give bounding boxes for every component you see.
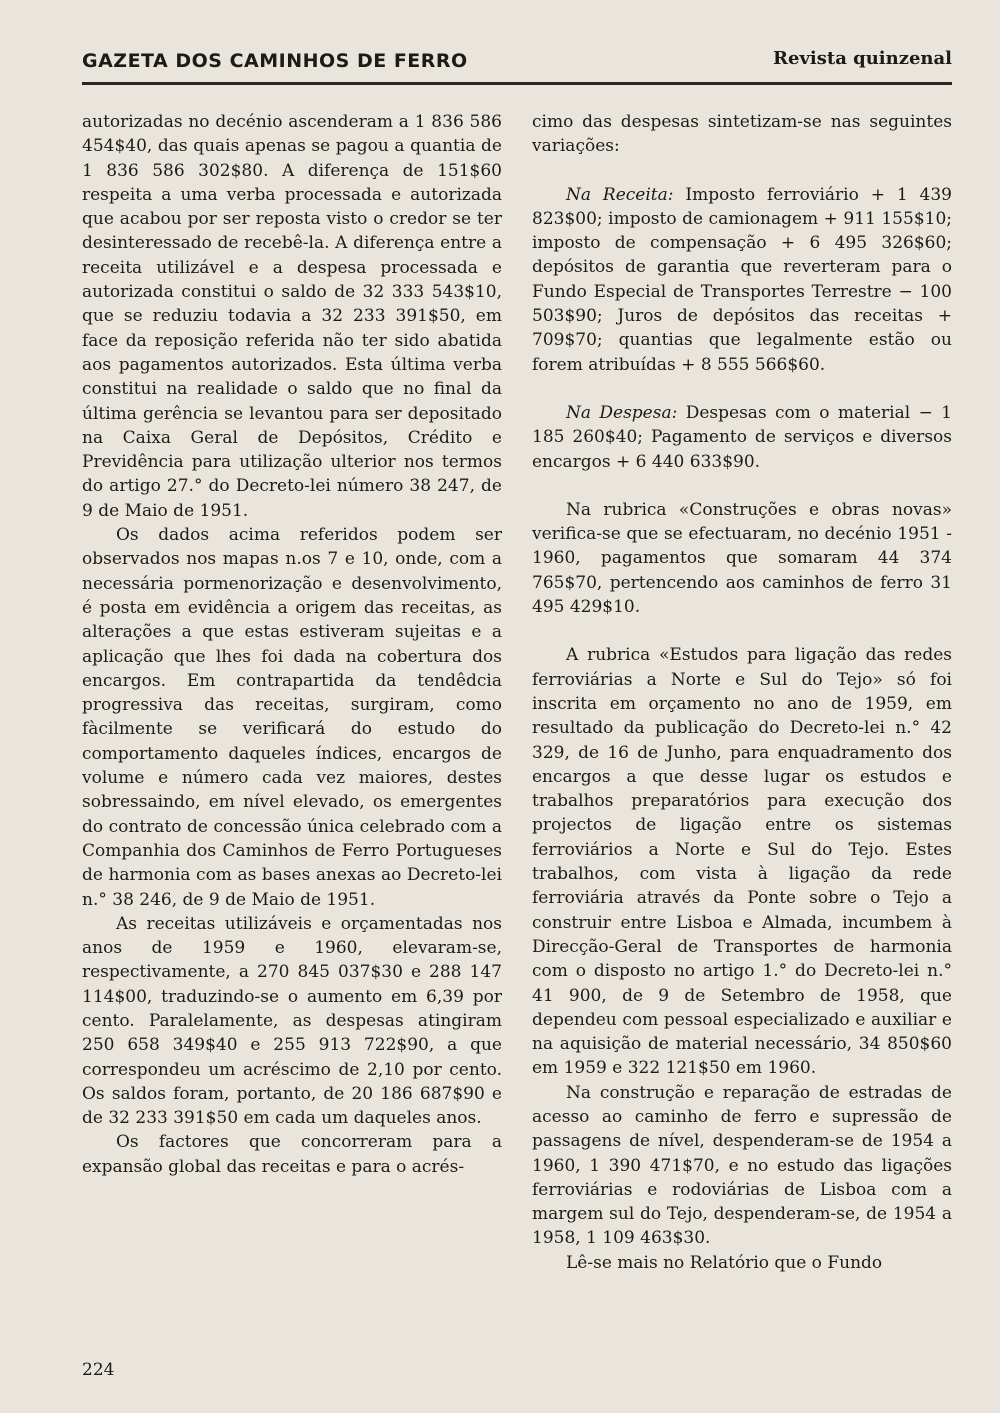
lead-receita: Na Receita: <box>566 184 674 205</box>
despesa-body: Despesas com o material − 1 185 260$40; Pagamento de serviços e diversos encargos + 6 440 633$90. <box>532 402 953 472</box>
journal-subtitle: Revista quinzenal <box>773 48 952 69</box>
paragraph-despesa <box>532 401 952 474</box>
paragraph: Na construção e reparação de estradas de acesso ao caminho de ferro e supressão de passagens de nível, despenderam-se de 1954 a 1960, 1 390 471$70, e no estudo das ligações ferroviárias e rodoviárias de Lisboa com a margem sul do Tejo, despenderam-se, de 1954 a 1958, 1 109 463$30. <box>532 1082 952 1249</box>
paragraph: Os factores que concorreram para a expansão global das receitas e para o acrés- <box>82 1132 502 1177</box>
left-column <box>82 110 502 1179</box>
paragraph: Lê-se mais no Relatório que o Fundo <box>566 1252 883 1273</box>
right-column <box>532 110 952 1275</box>
paragraph: Os dados acima referidos podem ser observados nos mapas n.os 7 e 10, onde, com a necessária pormenorização e desenvolvimento, é posta em evidência a origem das receitas, as alterações a que estas estiveram sujeitas e a aplicação que lhes foi dada na cobertura dos encargos. Em contrapartida da tendêdcia progressiva das receitas, surgiram, como fàcilmente se verificará do estudo do comportamento daqueles índices, encargos de volume e número cada vez maiores, destes sobressaindo, em nível elevado, os emergentes do contrato de concessão única celebrado com a Companhia dos Caminhos de Ferro Portugueses de harmonia com as bases anexas ao Decreto-lei n.° 38 246, de 9 de Maio de 1951. <box>82 525 502 910</box>
paragraph: As receitas utilizáveis e orçamentadas nos anos de 1959 e 1960, elevaram-se, respectivamente, a 270 845 037$30 e 288 147 114$00, traduzindo-se o aumento em 6,39 por cento. Paralelamente, as despesas atingiram 250 658 349$40 e 255 913 722$90, a que correspondeu um acréscimo de 2,10 por cento. Os saldos foram, portanto, de 20 186 687$90 e de 32 233 391$50 em cada um daqueles anos. <box>82 913 502 1129</box>
page-number: 224 <box>82 1360 115 1380</box>
paragraph: Na rubrica «Construções e obras novas» verifica-se que se efectuaram, no decénio 1951 - 1960, pagamentos que somaram 44 374 765$70, pertencendo aos caminhos de ferro 31 495 429$10. <box>532 499 952 618</box>
paragraph: cimo das despesas sintetizam-se nas seguintes variações: <box>532 112 952 157</box>
journal-title: GAZETA DOS CAMINHOS DE FERRO <box>82 50 468 72</box>
running-header <box>82 42 952 85</box>
paragraph-receita <box>532 183 952 377</box>
paragraph: A rubrica «Estudos para ligação das redes ferroviárias a Norte e Sul do Tejo» só foi inscrita em orçamento no ano de 1959, em resultado da publicação do Decreto-lei n.° 42 329, de 16 de Junho, para enquadramento dos encargos a que desse lugar os estudos e trabalhos preparatórios para execução dos projectos de ligação entre os sistemas ferroviários a Norte e Sul do Tejo. Estes trabalhos, com vista à ligação da rede ferroviária através da Ponte sobre o Tejo a construir entre Lisboa e Almada, incumbem à Direcção-Geral de Transportes de harmonia com o disposto no artigo 1.° do Decreto-lei n.° 41 900, de 9 de Setembro de 1958, que dependeu com pessoal especializado e auxiliar e na aquisição de material necessário, 34 850$60 em 1959 e 322 121$50 em 1960. <box>532 645 952 1079</box>
receita-body: Imposto ferroviário + 1 439 823$00; imposto de camionagem + 911 155$10; imposto de compensação + 6 495 326$60; depósitos de garantia que reverteram para o Fundo Especial de Transportes Terrestre − 100 503$90; Juros de depósitos das receitas + 709$70; quantias que legalmente estão ou forem atribuídas + 8 555 566$60. <box>532 184 952 375</box>
paragraph: autorizadas no decénio ascenderam a 1 836 586 454$40, das quais apenas se pagou a quantia de 1 836 586 302$80. A diferença de 151$60 respeita a uma verba processada e autorizada que acabou por ser reposta visto o credor se ter desinteressado de recebê-la. A diferença entre a receita utilizável e a despesa processada e autorizada constitui o saldo de 32 333 543$10, que se reduziu todavia a 32 233 391$50, em face da reposição referida não ter sido abatida aos pagamentos autorizados. Esta última verba constitui na realidade o saldo que no final da última gerência se levantou para ser depositado na Caixa Geral de Depósitos, Crédito e Previdência para utilização ulterior nos termos do artigo 27.° do Decreto-lei número 38 247, de 9 de Maio de 1951. <box>82 112 502 521</box>
lead-despesa: Na Despesa: <box>566 402 678 423</box>
